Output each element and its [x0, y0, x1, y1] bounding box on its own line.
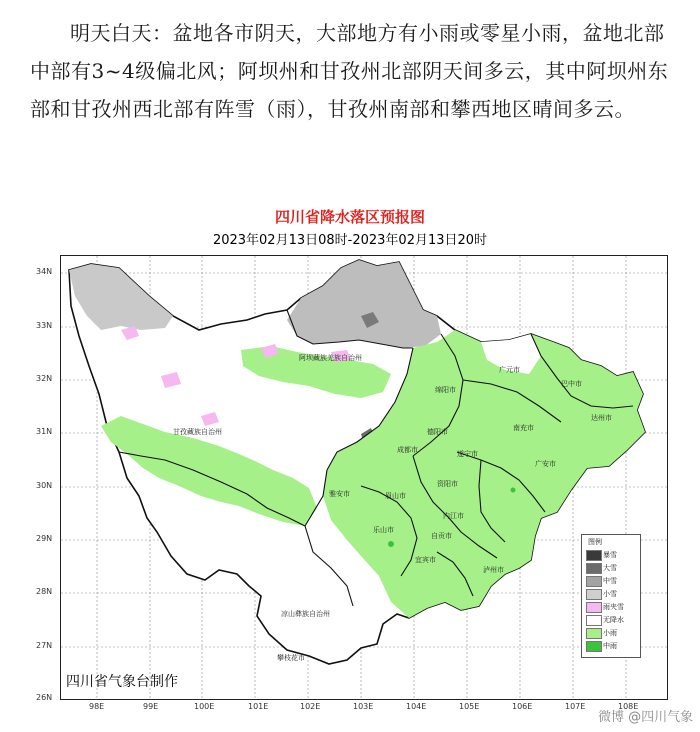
weibo-watermark: 微博 @四川气象: [598, 710, 694, 725]
lat-label-30: 30N: [36, 481, 53, 490]
label-yaan: 雅安市: [329, 490, 350, 498]
label-yibin: 宜宾市: [415, 556, 436, 564]
label-meishan: 眉山市: [385, 492, 406, 500]
label-leshan: 乐山市: [373, 526, 394, 534]
moderate-rain-dot: [388, 541, 394, 547]
lon-label-99: 99E: [143, 702, 159, 711]
legend-item-light-snow: [586, 588, 638, 599]
legend-swatch: [586, 615, 602, 626]
legend-swatch: [586, 563, 602, 574]
legend-swatch: [586, 602, 602, 613]
legend-swatch: [586, 589, 602, 600]
lon-label-98: 98E: [89, 702, 105, 711]
label-zigong: 自贡市: [431, 532, 452, 540]
legend-swatch: [586, 550, 602, 561]
label-bazhong: 巴中市: [561, 380, 582, 388]
label-nanchong: 南充市: [513, 424, 534, 432]
map-legend: [581, 534, 641, 658]
legend-label: 小雨: [603, 629, 617, 637]
lon-label-101: 101E: [248, 702, 269, 711]
lon-label-100: 100E: [194, 702, 215, 711]
lat-label-29: 29N: [36, 534, 53, 543]
legend-swatch: [586, 628, 602, 639]
lon-label-107: 107E: [565, 702, 586, 711]
map-subtitle: 2023年02月13日08时-2023年02月13日20时: [212, 233, 488, 248]
label-liangshan: 凉山彝族自治州: [281, 610, 330, 618]
legend-label: 无降水: [603, 616, 624, 624]
legend-item-light-rain: [586, 627, 638, 638]
lon-label-102: 102E: [300, 702, 321, 711]
legend-label: 暴雪: [603, 551, 617, 559]
legend-title: 图例: [588, 538, 602, 546]
label-chengdu: 成都市: [397, 446, 418, 454]
lat-label-32: 32N: [36, 374, 53, 383]
label-suining: 遂宁市: [457, 450, 478, 458]
legend-item-heavy-snowstorm: [586, 549, 638, 560]
legend-label: 大雪: [603, 564, 617, 572]
legend-item-no-precip: [586, 614, 638, 625]
legend-label: 中雨: [603, 642, 617, 650]
lon-label-104: 104E: [406, 702, 427, 711]
legend-swatch: [586, 576, 602, 587]
lat-label-34: 34N: [36, 267, 53, 276]
lon-label-105: 105E: [459, 702, 480, 711]
lon-label-108: 108E: [618, 702, 639, 711]
label-dazhou: 达州市: [591, 414, 612, 422]
lon-label-106: 106E: [512, 702, 533, 711]
label-neijiang: 内江市: [443, 512, 464, 520]
lat-label-27: 27N: [36, 641, 53, 650]
map-canvas: [61, 256, 667, 699]
label-deyang: 德阳市: [427, 428, 448, 436]
legend-item-moderate-snow: [586, 575, 638, 586]
lon-label-103: 103E: [353, 702, 374, 711]
label-aba: 阿坝藏族羌族自治州: [299, 354, 362, 362]
moderate-rain-dot: [511, 488, 516, 493]
legend-label: 中雪: [603, 577, 617, 585]
legend-label: 小雪: [603, 590, 617, 598]
legend-item-moderate-rain: [586, 640, 638, 651]
map-title: 四川省降水落区预报图: [274, 208, 425, 226]
legend-swatch: [586, 641, 602, 652]
legend-item-heavy-snow: [586, 562, 638, 573]
map-credit: 四川省气象台制作: [66, 674, 178, 690]
legend-item-sleet: [586, 601, 638, 612]
label-mianyang: 绵阳市: [435, 386, 456, 394]
forecast-paragraph: 明天白天：盆地各市阴天，大部地方有小雨或零星小雨，盆地北部中部有3~4级偏北风；阿坝州和甘孜州北部阴天间多云，其中阿坝州东部和甘孜州西北部有阵雪（雨），甘孜州南部和攀西地区晴间多云。: [30, 21, 669, 121]
label-ganzi: 甘孜藏族自治州: [173, 428, 222, 436]
label-ziyang: 资阳市: [437, 480, 458, 488]
lat-label-28: 28N: [36, 587, 53, 596]
lat-label-31: 31N: [36, 427, 53, 436]
label-guangan: 广安市: [535, 460, 556, 468]
forecast-map: [60, 255, 668, 700]
lat-label-33: 33N: [36, 321, 53, 330]
lat-label-26: 26N: [36, 693, 53, 702]
legend-label: 雨夹雪: [603, 603, 624, 611]
label-guangyuan: 广元市: [499, 366, 520, 374]
label-panzhihua: 攀枝花市: [277, 654, 305, 662]
label-luzhou: 泸州市: [483, 566, 504, 574]
